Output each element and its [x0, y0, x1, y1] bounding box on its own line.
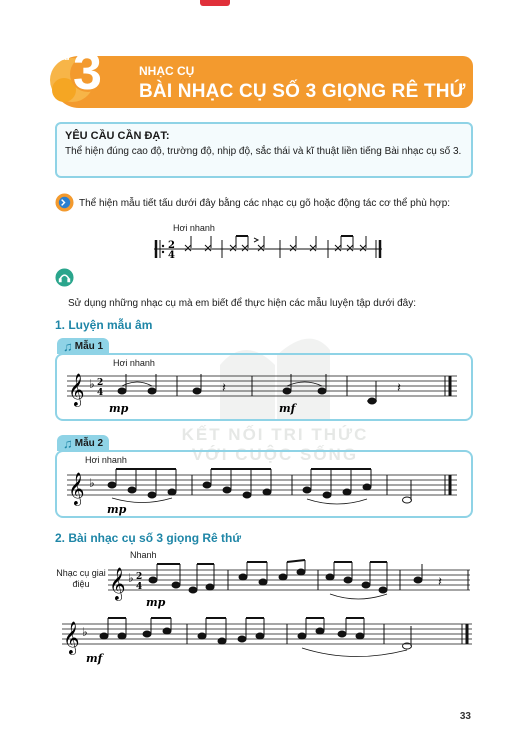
- pattern2-dynamic-mp: mp: [107, 503, 127, 516]
- instrument-label: Nhạc cụ giai điệu: [56, 568, 106, 589]
- watermark-line-1: KẾT NỐI TRI THỨC: [181, 425, 369, 444]
- activity1-tempo: Hơi nhanh: [173, 223, 215, 233]
- svg-text:♭: ♭: [128, 571, 134, 585]
- pattern2-tempo: Hơi nhanh: [85, 455, 127, 465]
- svg-text:2: 2: [168, 240, 175, 251]
- svg-text:𝄞: 𝄞: [68, 472, 85, 505]
- svg-text:♭: ♭: [89, 476, 95, 490]
- svg-text:4: 4: [97, 388, 104, 398]
- lesson-topic: NHẠC CỤ: [139, 64, 195, 78]
- pattern1-tempo: Hơi nhanh: [113, 358, 155, 368]
- lesson-kicker: Bài: [53, 51, 71, 63]
- requirements-text: Thể hiện đúng cao độ, trường độ, nhịp độ, sắc thái và kĩ thuật liền tiếng Bài nhạc cụ số 3.: [65, 146, 462, 157]
- svg-text:𝄞: 𝄞: [109, 567, 126, 600]
- sound-activity-icon: [55, 193, 74, 212]
- melody-staff-line1: [108, 560, 474, 610]
- melody-staff-line2: [62, 612, 474, 666]
- svg-text:♭: ♭: [82, 625, 88, 639]
- svg-text:𝄽: 𝄽: [397, 380, 401, 395]
- requirements-box: [55, 122, 473, 178]
- pattern1-tab: [57, 338, 109, 354]
- lesson-number: 3: [73, 43, 102, 101]
- top-decoration-strip: [200, 0, 230, 6]
- svg-text:2: 2: [136, 572, 143, 582]
- pattern2-label: Mẫu 2: [74, 438, 104, 449]
- pattern1-dynamic-mf: mf: [279, 402, 296, 415]
- svg-text:2: 2: [97, 378, 104, 388]
- lesson-title: BÀI NHẠC CỤ SỐ 3 GIỌNG RÊ THỨ: [139, 81, 466, 102]
- svg-text:𝄞: 𝄞: [63, 621, 80, 654]
- practice-activity-icon: [55, 268, 74, 287]
- activity1-instruction: Thể hiện mẫu tiết tấu dưới đây bằng các nhạc cụ gõ hoặc động tác cơ thể phù hợp:: [79, 198, 451, 209]
- music-note-icon: ♫: [63, 436, 73, 451]
- rhythm-pattern-staff: [150, 234, 390, 264]
- svg-text:𝄽: 𝄽: [438, 574, 442, 589]
- section2-heading: 2. Bài nhạc cụ số 3 giọng Rê thứ: [55, 531, 242, 545]
- pattern1-label: Mẫu 1: [74, 341, 104, 352]
- svg-text:𝄽: 𝄽: [222, 380, 226, 395]
- pattern1-dynamic-mp: mp: [109, 402, 129, 415]
- pattern2-staff: [67, 465, 459, 515]
- svg-text:4: 4: [168, 250, 175, 261]
- section2-tempo: Nhanh: [130, 550, 157, 560]
- page-number: 33: [459, 711, 471, 722]
- requirements-heading: YÊU CẦU CẦN ĐẠT:: [65, 130, 170, 142]
- activity2-instruction: Sử dụng những nhạc cụ mà em biết để thực hiện các mẫu luyện tập dưới đây:: [68, 298, 416, 309]
- melody-dynamic-mf: mf: [86, 652, 103, 665]
- svg-text:♭: ♭: [89, 377, 95, 391]
- pattern1-staff: [67, 366, 459, 416]
- pattern2-tab: [57, 435, 109, 451]
- svg-text:4: 4: [136, 582, 143, 592]
- svg-text:𝄞: 𝄞: [68, 373, 85, 406]
- section1-heading: 1. Luyện mẫu âm: [55, 318, 153, 332]
- melody-dynamic-mp: mp: [146, 596, 166, 609]
- watermark-line-2: VỚI CUỘC SỐNG: [191, 445, 359, 464]
- music-note-icon: ♫: [63, 339, 73, 354]
